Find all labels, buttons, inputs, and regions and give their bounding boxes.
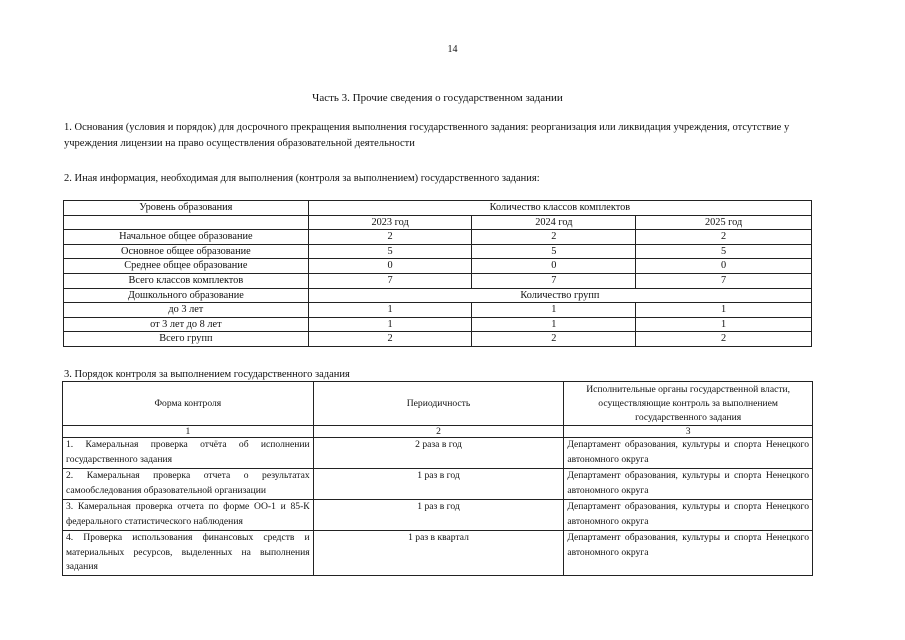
section-1-text: 1. Основания (условия и порядок) для досрочного прекращения выполнения государственного задания: реорганизация или ликвидация учреждения, отсутствие у учреждения лицензии на право осуществления образовательной деятельности bbox=[64, 122, 790, 149]
control-form-cell: 3. Камеральная проверка отчета по форме ОО-1 и 85-К федерального статистического наблюдения bbox=[63, 500, 314, 531]
cell-value: 7 bbox=[472, 273, 636, 288]
row-label: Среднее общее образование bbox=[64, 259, 309, 274]
column-number: 1 bbox=[63, 426, 314, 438]
periodicity-cell: 1 раз в год bbox=[313, 469, 564, 500]
cell-value: 2 bbox=[308, 332, 472, 347]
row-label: от 3 лет до 8 лет bbox=[64, 317, 309, 332]
header-year: 2024 год bbox=[472, 215, 636, 230]
class-count-table bbox=[63, 200, 812, 347]
cell-value: 5 bbox=[308, 244, 472, 259]
cell-value: 2 bbox=[636, 332, 812, 347]
section-title: Часть 3. Прочие сведения о государственном задании bbox=[312, 92, 563, 104]
row-label: до 3 лет bbox=[64, 303, 309, 318]
cell-value: 1 bbox=[636, 303, 812, 318]
cell-value: 1 bbox=[636, 317, 812, 332]
table-row bbox=[64, 332, 812, 347]
control-form-cell: 4. Проверка использования финансовых средств и материальных ресурсов, выделенных на выполнения задания bbox=[63, 531, 314, 576]
header-education-level: Уровень образования bbox=[64, 201, 309, 216]
table-row bbox=[64, 317, 812, 332]
control-procedure-table bbox=[62, 381, 813, 576]
table-row bbox=[63, 500, 813, 531]
cell-value: 7 bbox=[308, 273, 472, 288]
cell-value: 0 bbox=[636, 259, 812, 274]
cell-value: 5 bbox=[472, 244, 636, 259]
row-label: Основное общее образование bbox=[64, 244, 309, 259]
table-row bbox=[63, 469, 813, 500]
preschool-label: Дошкольного образование bbox=[64, 288, 309, 303]
row-label: Всего групп bbox=[64, 332, 309, 347]
cell-value: 1 bbox=[472, 303, 636, 318]
cell-value: 0 bbox=[472, 259, 636, 274]
cell-value: 5 bbox=[636, 244, 812, 259]
table-row bbox=[64, 273, 812, 288]
control-form-cell: 2. Камеральная проверка отчета о результатах самообследования образовательной организации bbox=[63, 469, 314, 500]
table-row bbox=[63, 531, 813, 576]
header-group-count: Количество групп bbox=[308, 288, 811, 303]
section-2-text: 2. Иная информация, необходимая для выполнения (контроля за выполнением) государственного задания: bbox=[64, 173, 540, 184]
table-row bbox=[64, 244, 812, 259]
header-year: 2023 год bbox=[308, 215, 472, 230]
cell-value: 2 bbox=[636, 230, 812, 245]
cell-value: 1 bbox=[308, 317, 472, 332]
periodicity-cell: 1 раз в год bbox=[313, 500, 564, 531]
header-periodicity: Периодичность bbox=[313, 382, 564, 426]
periodicity-cell: 2 раза в год bbox=[313, 438, 564, 469]
cell-value: 2 bbox=[472, 332, 636, 347]
header-control-organs: Исполнительные органы государственной власти, осуществляющие контроль за выполнением государственного задания bbox=[564, 382, 813, 426]
table-row bbox=[63, 438, 813, 469]
header-control-form: Форма контроля bbox=[63, 382, 314, 426]
header-empty bbox=[64, 215, 309, 230]
header-class-count: Количество классов комплектов bbox=[308, 201, 811, 216]
table-row bbox=[64, 259, 812, 274]
cell-value: 1 bbox=[308, 303, 472, 318]
page-number: 14 bbox=[447, 44, 458, 55]
header-year: 2025 год bbox=[636, 215, 812, 230]
control-organ-cell: Департамент образования, культуры и спорта Ненецкого автономного округа bbox=[564, 438, 813, 469]
control-organ-cell: Департамент образования, культуры и спорта Ненецкого автономного округа bbox=[564, 469, 813, 500]
table-row bbox=[64, 303, 812, 318]
row-label: Начальное общее образование bbox=[64, 230, 309, 245]
periodicity-cell: 1 раз в квартал bbox=[313, 531, 564, 576]
row-label: Всего классов комплектов bbox=[64, 273, 309, 288]
control-organ-cell: Департамент образования, культуры и спорта Ненецкого автономного округа bbox=[564, 500, 813, 531]
cell-value: 0 bbox=[308, 259, 472, 274]
column-number: 3 bbox=[564, 426, 813, 438]
section-3-text: 3. Порядок контроля за выполнением государственного задания bbox=[64, 369, 350, 380]
table-row bbox=[64, 230, 812, 245]
column-number: 2 bbox=[313, 426, 564, 438]
control-organ-cell: Департамент образования, культуры и спорта Ненецкого автономного округа bbox=[564, 531, 813, 576]
cell-value: 1 bbox=[472, 317, 636, 332]
cell-value: 7 bbox=[636, 273, 812, 288]
control-form-cell: 1. Камеральная проверка отчёта об исполнении государственного задания bbox=[63, 438, 314, 469]
cell-value: 2 bbox=[472, 230, 636, 245]
cell-value: 2 bbox=[308, 230, 472, 245]
